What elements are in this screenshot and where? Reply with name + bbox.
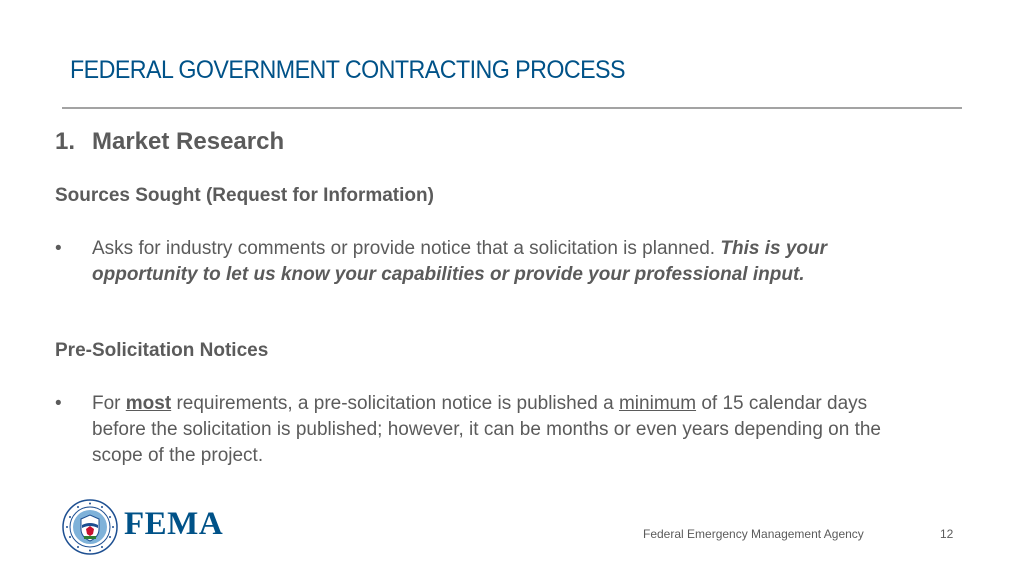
subheading-pre-solicitation: Pre-Solicitation Notices: [55, 340, 269, 361]
bullet-text-most: most: [125, 393, 172, 414]
dhs-seal-icon: [62, 499, 118, 555]
bullet-sources-sought: [55, 236, 915, 288]
footer-agency-name: Federal Emergency Management Agency: [643, 527, 864, 541]
bullet-text-plain: of 15 calendar days before the solicitation is published; however, it can be months or even years depending on the scope of the project.: [92, 393, 882, 466]
bullet-pre-solicitation: [55, 391, 915, 469]
bullet-marker: •: [55, 393, 62, 414]
section-heading: [55, 128, 284, 156]
page-number: 12: [940, 527, 954, 541]
fema-logo: FEMA: [124, 506, 224, 542]
bullet-text-plain: Asks for industry comments or provide notice that a solicitation is planned.: [92, 238, 721, 259]
title-divider: [62, 107, 962, 109]
bullet-text: [92, 391, 915, 469]
bullet-text: [92, 236, 915, 288]
bullet-text-plain: requirements, a pre-solicitation notice is published a: [171, 393, 619, 414]
section-title: Market Research: [92, 128, 285, 155]
subheading-sources-sought: Sources Sought (Request for Information): [55, 185, 434, 206]
bullet-text-emphasis: This is your opportunity to let us know your capabilities or provide your professional input.: [92, 238, 827, 285]
slide-title: FEDERAL GOVERNMENT CONTRACTING PROCESS: [70, 56, 625, 84]
bullet-text-plain: For: [92, 393, 126, 414]
bullet-text-minimum: minimum: [618, 393, 697, 414]
section-number: 1.: [55, 128, 76, 155]
bullet-marker: •: [55, 238, 62, 259]
